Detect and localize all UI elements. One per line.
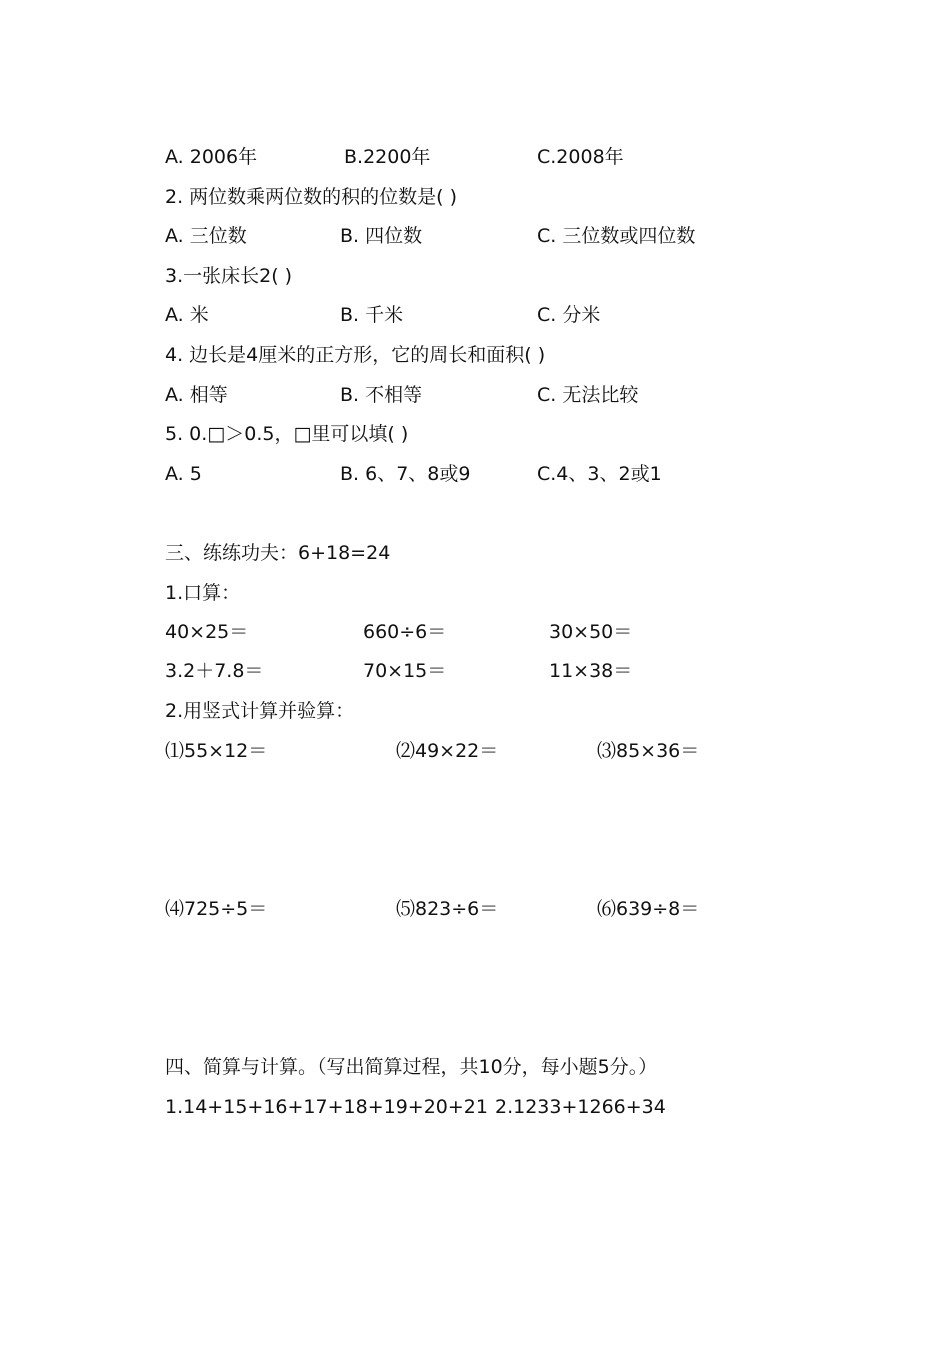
q3-option-a: A. 米: [165, 304, 209, 326]
q5-option-b: B. 6、7、8或9: [340, 463, 471, 485]
oral-calc-item: 3.2＋7.8＝: [165, 660, 264, 682]
q2-option-b: B. 四位数: [340, 225, 423, 247]
oral-calc-item: 70×15＝: [363, 660, 447, 682]
vertical-calc-item: ⑴55×12＝: [165, 740, 268, 762]
q3-option-c: C. 分米: [537, 304, 601, 326]
oral-calc-item: 11×38＝: [549, 660, 633, 682]
oral-calc-item: 40×25＝: [165, 621, 249, 643]
q2-option-c: C. 三位数或四位数: [537, 225, 696, 247]
oral-calc-item: 30×50＝: [549, 621, 633, 643]
q5-question: 5. 0.□＞0.5，□里可以填( ): [165, 423, 409, 445]
q2-option-a: A. 三位数: [165, 225, 247, 247]
oral-calc-title: 1.口算：: [165, 582, 241, 604]
vertical-calc-item: ⑵49×22＝: [396, 740, 499, 762]
q4-option-a: A. 相等: [165, 384, 228, 406]
vertical-calc-item: ⑷725÷5＝: [165, 898, 268, 920]
simplify-problem: 2.1233+1266+34: [495, 1096, 666, 1118]
vertical-calc-item: ⑶85×36＝: [597, 740, 700, 762]
q1-option-c: C.2008年: [537, 146, 624, 168]
q5-option-c: C.4、3、2或1: [537, 463, 662, 485]
q4-question: 4. 边长是4厘米的正方形，它的周长和面积( ): [165, 344, 546, 366]
q2-question: 2. 两位数乘两位数的积的位数是( ): [165, 186, 458, 208]
q1-option-b: B.2200年: [344, 146, 431, 168]
vertical-calc-item: ⑹639÷8＝: [597, 898, 700, 920]
oral-calc-item: 660÷6＝: [363, 621, 447, 643]
q5-option-a: A. 5: [165, 463, 202, 485]
simplify-problem: 1.14+15+16+17+18+19+20+21: [165, 1096, 488, 1118]
q4-option-b: B. 不相等: [340, 384, 423, 406]
vertical-calc-title: 2.用竖式计算并验算：: [165, 700, 355, 722]
q3-question: 3.一张床长2( ): [165, 265, 293, 287]
section4-heading: 四、简算与计算。（写出简算过程，共10分，每小题5分。）: [165, 1056, 658, 1078]
section3-heading: 三、练练功夫：6+18=24: [165, 542, 391, 564]
q1-option-a: A. 2006年: [165, 146, 258, 168]
vertical-calc-item: ⑸823÷6＝: [396, 898, 499, 920]
q4-option-c: C. 无法比较: [537, 384, 639, 406]
q3-option-b: B. 千米: [340, 304, 404, 326]
